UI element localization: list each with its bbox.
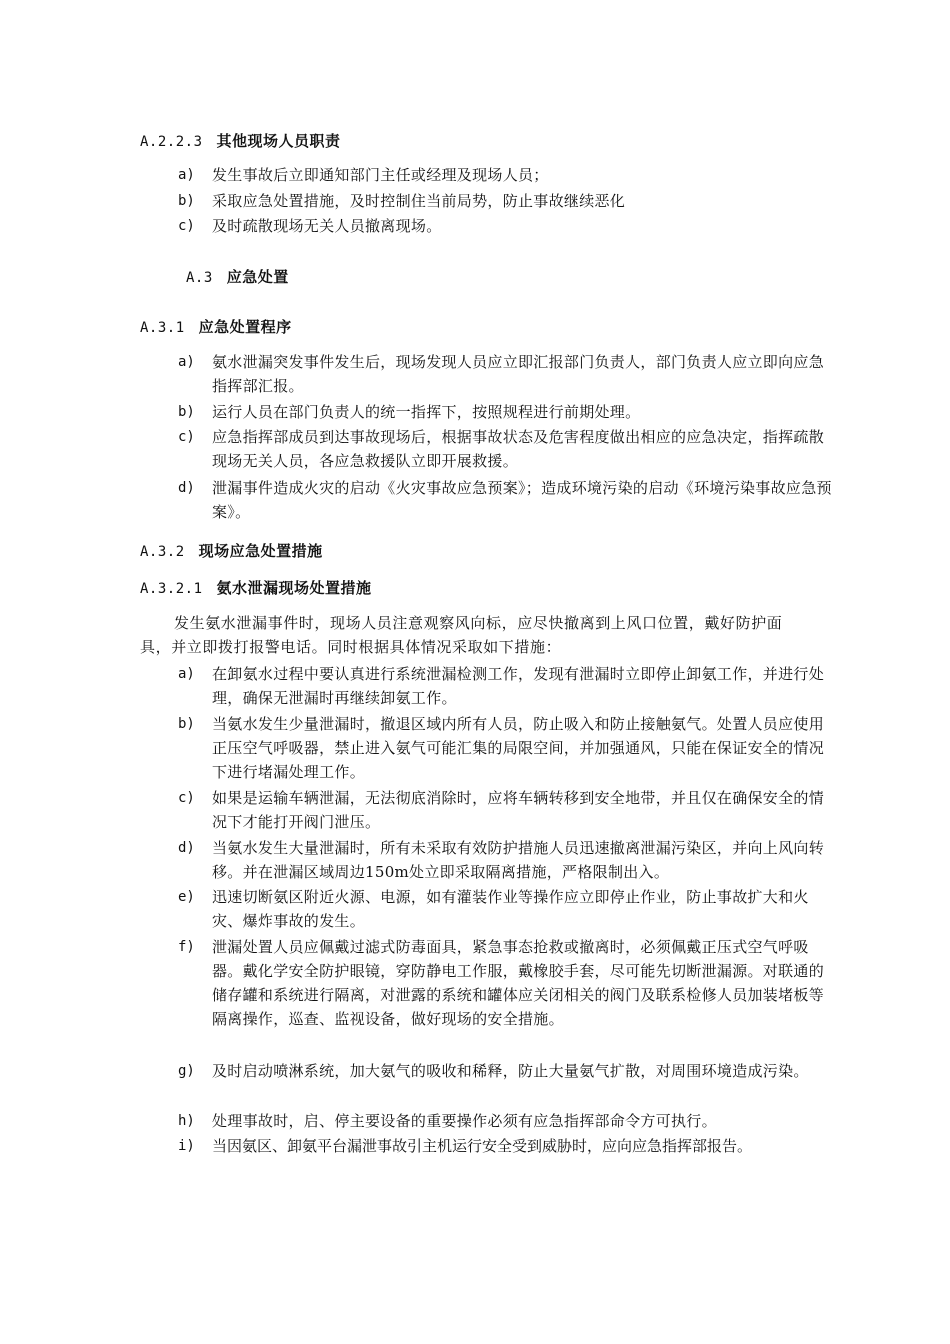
section-title: 氨水泄漏现场处置措施	[216, 579, 372, 597]
list-marker: e)	[178, 889, 195, 905]
list-item	[178, 935, 838, 1031]
list-text: 在卸氨水过程中要认真进行系统泄漏检测工作，发现有泄漏时立即停止卸氨工作，并进行处理，确保无泄漏时再继续卸氨工作。	[212, 665, 825, 707]
list-marker: b)	[178, 193, 195, 209]
list-item	[178, 836, 838, 884]
heading-a32	[140, 540, 323, 561]
list-item	[178, 712, 838, 784]
section-number: A.2.2.3	[140, 134, 203, 150]
list-marker: c)	[178, 790, 195, 806]
section-title: 应急处置程序	[198, 318, 292, 336]
list-marker: b)	[178, 716, 195, 732]
list-marker: i)	[178, 1138, 195, 1154]
list-item	[178, 1059, 838, 1083]
section-number: A.3	[186, 270, 213, 286]
section-number: A.3.2.1	[140, 581, 203, 597]
list-text: 当氨水发生少量泄漏时，撤退区域内所有人员，防止吸入和防止接触氨气。处置人员应使用正压空气呼吸器，禁止进入氨气可能汇集的局限空间，并加强通风，只能在保证安全的情况下进行堵漏处理工作。	[212, 715, 825, 781]
list-marker: c)	[178, 429, 195, 445]
list-marker: a)	[178, 666, 195, 682]
list-item	[178, 786, 838, 834]
list-marker: b)	[178, 404, 195, 420]
list-item	[178, 885, 838, 933]
list-marker: d)	[178, 840, 195, 856]
list-text: 处理事故时，启、停主要设备的重要操作必须有应急指挥部命令方可执行。	[212, 1112, 717, 1130]
list-item	[178, 400, 838, 424]
heading-a3	[186, 266, 289, 287]
list-marker: a)	[178, 354, 195, 370]
section-title: 现场应急处置措施	[198, 542, 323, 560]
list-item	[178, 662, 838, 710]
section-number: A.3.1	[140, 320, 185, 336]
list-item	[178, 1109, 838, 1133]
list-marker: g)	[178, 1063, 195, 1079]
list-item	[178, 189, 838, 213]
list-marker: a)	[178, 167, 195, 183]
list-text: 及时疏散现场无关人员撤离现场。	[212, 217, 442, 235]
intro-paragraph: 发生氨水泄漏事件时，现场人员注意观察风向标，应尽快撤离到上风口位置，戴好防护面具，并立即拨打报警电话。同时根据具体情况采取如下措施：	[140, 614, 783, 656]
list-text: 氨水泄漏突发事件发生后，现场发现人员应立即汇报部门负责人，部门负责人应立即向应急指挥部汇报。	[212, 353, 825, 395]
section-number: A.3.2	[140, 544, 185, 560]
list-text: 及时启动喷淋系统，加大氨气的吸收和稀释，防止大量氨气扩散，对周围环境造成污染。	[212, 1062, 809, 1080]
list-text: 发生事故后立即通知部门主任或经理及现场人员；	[212, 166, 549, 184]
list-marker: f)	[178, 939, 195, 955]
list-text: 迅速切断氨区附近火源、电源，如有灌装作业等操作应立即停止作业，防止事故扩大和火灾、爆炸事故的发生。	[212, 888, 809, 930]
heading-a223	[140, 130, 341, 151]
list-marker: h)	[178, 1113, 195, 1129]
list-marker: c)	[178, 218, 195, 234]
heading-a321	[140, 577, 372, 598]
list-item	[178, 350, 838, 398]
section-title: 应急处置	[226, 268, 289, 286]
list-text: 如果是运输车辆泄漏，无法彻底消除时，应将车辆转移到安全地带，并且仅在确保安全的情况下才能打开阀门泄压。	[212, 789, 825, 831]
list-text: 当因氨区、卸氨平台漏泄事故引主机运行安全受到威胁时，应向应急指挥部报告。	[212, 1137, 753, 1155]
heading-a31	[140, 316, 292, 337]
list-text: 采取应急处置措施，及时控制住当前局势，防止事故继续恶化	[212, 192, 626, 210]
list-text: 泄漏处置人员应佩戴过滤式防毒面具，紧急事态抢救或撤离时，必须佩戴正压式空气呼吸器。戴化学安全防护眼镜，穿防静电工作服，戴橡胶手套，尽可能先切断泄漏源。对联通的储存罐和系统进行隔离，对泄露的系统和罐体应关闭相关的阀门及联系检修人员加装堵板等隔离操作，巡查、监视设备，做好现场的安全措施。	[212, 938, 825, 1028]
list-item	[178, 1134, 858, 1158]
list-item	[178, 214, 838, 238]
list-text: 泄漏事件造成火灾的启动《火灾事故应急预案》；造成环境污染的启动《环境污染事故应急预案》。	[212, 479, 832, 521]
list-text: 当氨水发生大量泄漏时，所有未采取有效防护措施人员迅速撤离泄漏污染区，并向上风向转移。并在泄漏区域周边150m处立即采取隔离措施，严格限制出入。	[212, 839, 825, 881]
section-title: 其他现场人员职责	[216, 132, 341, 150]
list-text: 运行人员在部门负责人的统一指挥下，按照规程进行前期处理。	[212, 403, 641, 421]
list-text: 应急指挥部成员到达事故现场后，根据事故状态及危害程度做出相应的应急决定，指挥疏散现场无关人员，各应急救援队立即开展救援。	[212, 428, 825, 470]
list-item	[178, 425, 838, 473]
list-item	[178, 476, 838, 524]
list-item	[178, 163, 838, 187]
list-marker: d)	[178, 480, 195, 496]
